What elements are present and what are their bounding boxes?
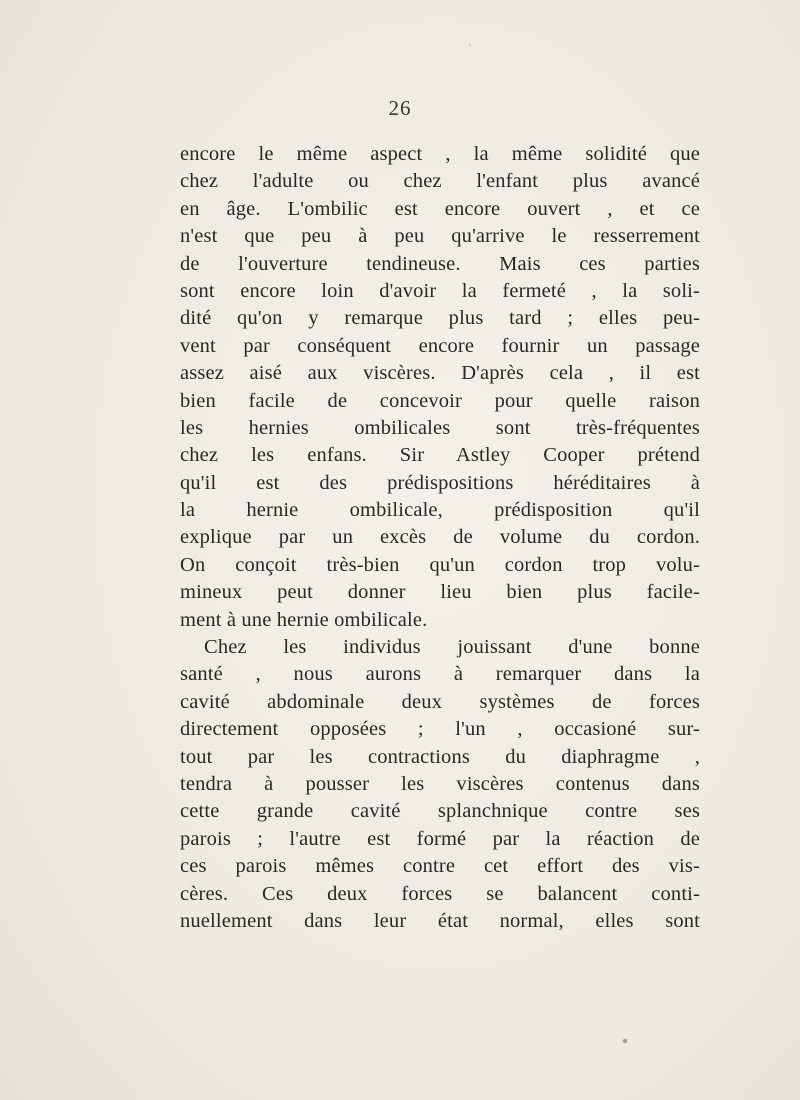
- text-line: ces parois mêmes contre cet effort des vis-: [180, 855, 700, 878]
- text-line: bien facile de concevoir pour quelle raison: [180, 389, 700, 412]
- text-line: cères. Ces deux forces se balancent conti-: [180, 882, 700, 905]
- text-line: chez l'adulte ou chez l'enfant plus avancé: [180, 170, 700, 193]
- text-line: nuellement dans leur état normal, elles sont: [180, 909, 700, 932]
- text-line: parois ; l'autre est formé par la réaction de: [180, 827, 700, 850]
- text-line: directement opposées ; l'un , occasioné sur-: [180, 718, 700, 741]
- text-line: cette grande cavité splanchnique contre ses: [180, 800, 700, 823]
- text-line: tout par les contractions du diaphragme ,: [180, 745, 700, 768]
- text-line: tendra à pousser les viscères contenus dans: [180, 772, 700, 795]
- page-number: 26: [388, 96, 412, 120]
- text-line: qu'il est des prédispositions héréditaires à: [180, 471, 700, 494]
- text-line: assez aisé aux viscères. D'après cela , il est: [180, 362, 700, 385]
- text-line: encore le même aspect , la même solidité que: [180, 143, 700, 165]
- text-line: cavité abdominale deux systèmes de forces: [180, 690, 700, 713]
- text-line: chez les enfans. Sir Astley Cooper prétend: [180, 444, 700, 467]
- text-line: explique par un excès de volume du cordon.: [180, 526, 700, 549]
- text-line: de l'ouverture tendineuse. Mais ces parties: [180, 252, 700, 275]
- paragraph-start-line: Chez les individus jouissant d'une bonne: [204, 636, 700, 659]
- text-line: en âge. L'ombilic est encore ouvert , et ce: [180, 197, 700, 220]
- text-line: vent par conséquent encore fournir un passage: [180, 334, 700, 357]
- ink-speck: [469, 44, 471, 46]
- text-line: On conçoit très-bien qu'un cordon trop volu-: [180, 553, 700, 576]
- text-line: n'est que peu à peu qu'arrive le resserrement: [180, 225, 700, 248]
- text-line: mineux peut donner lieu bien plus facile-: [180, 581, 700, 604]
- text-line: les hernies ombilicales sont très-fréquentes: [180, 416, 700, 439]
- text-line: dité qu'on y remarque plus tard ; elles peu-: [180, 307, 700, 330]
- ink-speck: [623, 1039, 627, 1043]
- text-line: santé , nous aurons à remarquer dans la: [180, 663, 700, 686]
- paragraph-end-line: ment à une hernie ombilicale.: [180, 608, 428, 631]
- body-text: [180, 141, 700, 935]
- text-line: sont encore loin d'avoir la fermeté , la soli-: [180, 279, 700, 302]
- text-line: la hernie ombilicale, prédisposition qu'il: [180, 499, 700, 522]
